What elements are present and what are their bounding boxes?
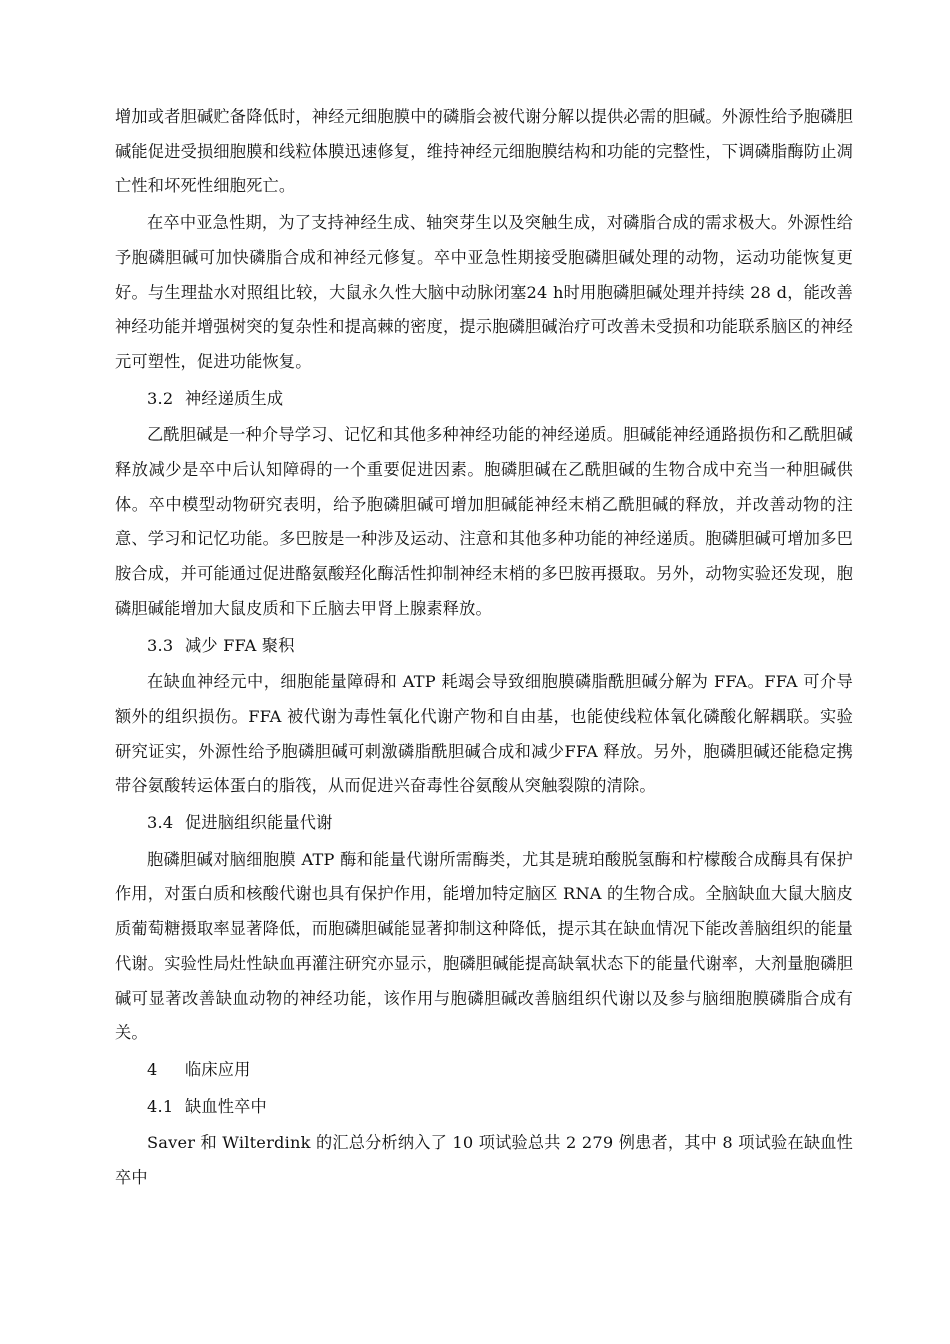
section-number: 4.1 (147, 1096, 174, 1116)
section-heading-4-1 (115, 1090, 853, 1125)
section-number: 4 (147, 1059, 158, 1079)
section-title: 减少 FFA 聚积 (185, 635, 295, 655)
section-number: 3.2 (147, 388, 174, 408)
section-heading-3-4 (115, 806, 853, 841)
section-heading-3-3 (115, 629, 853, 664)
paragraph-neurotransmitter: 乙酰胆碱是一种介导学习、记忆和其他多种神经功能的神经递质。胆碱能神经通路损伤和乙酰胆碱释放减少是卒中后认知障碍的一个重要促进因素。胞磷胆碱在乙酰胆碱的生物合成中充当一种胆碱供体。卒中模型动物研究表明，给予胞磷胆碱可增加胆碱能神经末梢乙酰胆碱的释放，并改善动物的注意、学习和记忆功能。多巴胺是一种涉及运动、注意和其他多种功能的神经递质。胞磷胆碱可增加多巴胺合成，并可能通过促进酪氨酸羟化酶活性抑制神经末梢的多巴胺再摄取。另外，动物实验还发现，胞磷胆碱能增加大鼠皮质和下丘脑去甲肾上腺素释放。 (115, 425, 853, 618)
section-title: 缺血性卒中 (185, 1096, 267, 1116)
paragraph-ischemic-stroke: Saver 和 Wilterdink 的汇总分析纳入了 10 项试验总共 2 279 例患者，其中 8 项试验在缺血性卒中 (115, 1133, 853, 1188)
document-body (115, 100, 853, 1198)
paragraph-ffa: 在缺血神经元中，细胞能量障碍和 ATP 耗竭会导致细胞膜磷脂酰胆碱分解为 FFA。FFA 可介导额外的组织损伤。FFA 被代谢为毒性氧化代谢产物和自由基，也能使线粒体氧化磷酸化解耦联。实验研究证实，外源性给予胞磷胆碱可刺激磷脂酰胆碱合成和减少FFA 释放。另外，胞磷胆碱还能稳定携带谷氨酸转运体蛋白的脂筏，从而促进兴奋毒性谷氨酸从突触裂隙的清除。 (115, 672, 853, 796)
section-title: 临床应用 (185, 1059, 251, 1079)
section-number: 3.3 (147, 635, 174, 655)
section-heading-4 (115, 1053, 853, 1088)
paragraph-subacute-phase: 在卒中亚急性期，为了支持神经生成、轴突芽生以及突触生成，对磷脂合成的需求极大。外源性给予胞磷胆碱可加快磷脂合成和神经元修复。卒中亚急性期接受胞磷胆碱处理的动物，运动功能恢复更好。与生理盐水对照组比较，大鼠永久性大脑中动脉闭塞24 h时用胞磷胆碱处理并持续 28 d，能改善神经功能并增强树突的复杂性和提高棘的密度，提示胞磷胆碱治疗可改善未受损和功能联系脑区的神经元可塑性，促进功能恢复。 (115, 213, 853, 371)
section-title: 促进脑组织能量代谢 (185, 813, 333, 833)
paragraph-membrane-repair: 增加或者胆碱贮备降低时，神经元细胞膜中的磷脂会被代谢分解以提供必需的胆碱。外源性给予胞磷胆碱能促进受损细胞膜和线粒体膜迅速修复，维持神经元细胞膜结构和功能的完整性，下调磷脂酶防止凋亡性和坏死性细胞死亡。 (115, 107, 853, 196)
paragraph-energy-metabolism: 胞磷胆碱对脑细胞膜 ATP 酶和能量代谢所需酶类，尤其是琥珀酸脱氢酶和柠檬酸合成酶具有保护作用，对蛋白质和核酸代谢也具有保护作用，能增加特定脑区 RNA 的生物合成。全脑缺血大鼠大脑皮质葡萄糖摄取率显著降低，而胞磷胆碱能显著抑制这种降低，提示其在缺血情况下能改善脑组织的能量代谢。实验性局灶性缺血再灌注研究亦显示，胞磷胆碱能提高缺氧状态下的能量代谢率，大剂量胞磷胆碱可显著改善缺血动物的神经功能，该作用与胞磷胆碱改善脑组织代谢以及参与脑细胞膜磷脂合成有关。 (115, 849, 853, 1043)
section-title: 神经递质生成 (185, 388, 284, 408)
section-heading-3-2 (115, 382, 853, 417)
section-number: 3.4 (147, 813, 174, 833)
